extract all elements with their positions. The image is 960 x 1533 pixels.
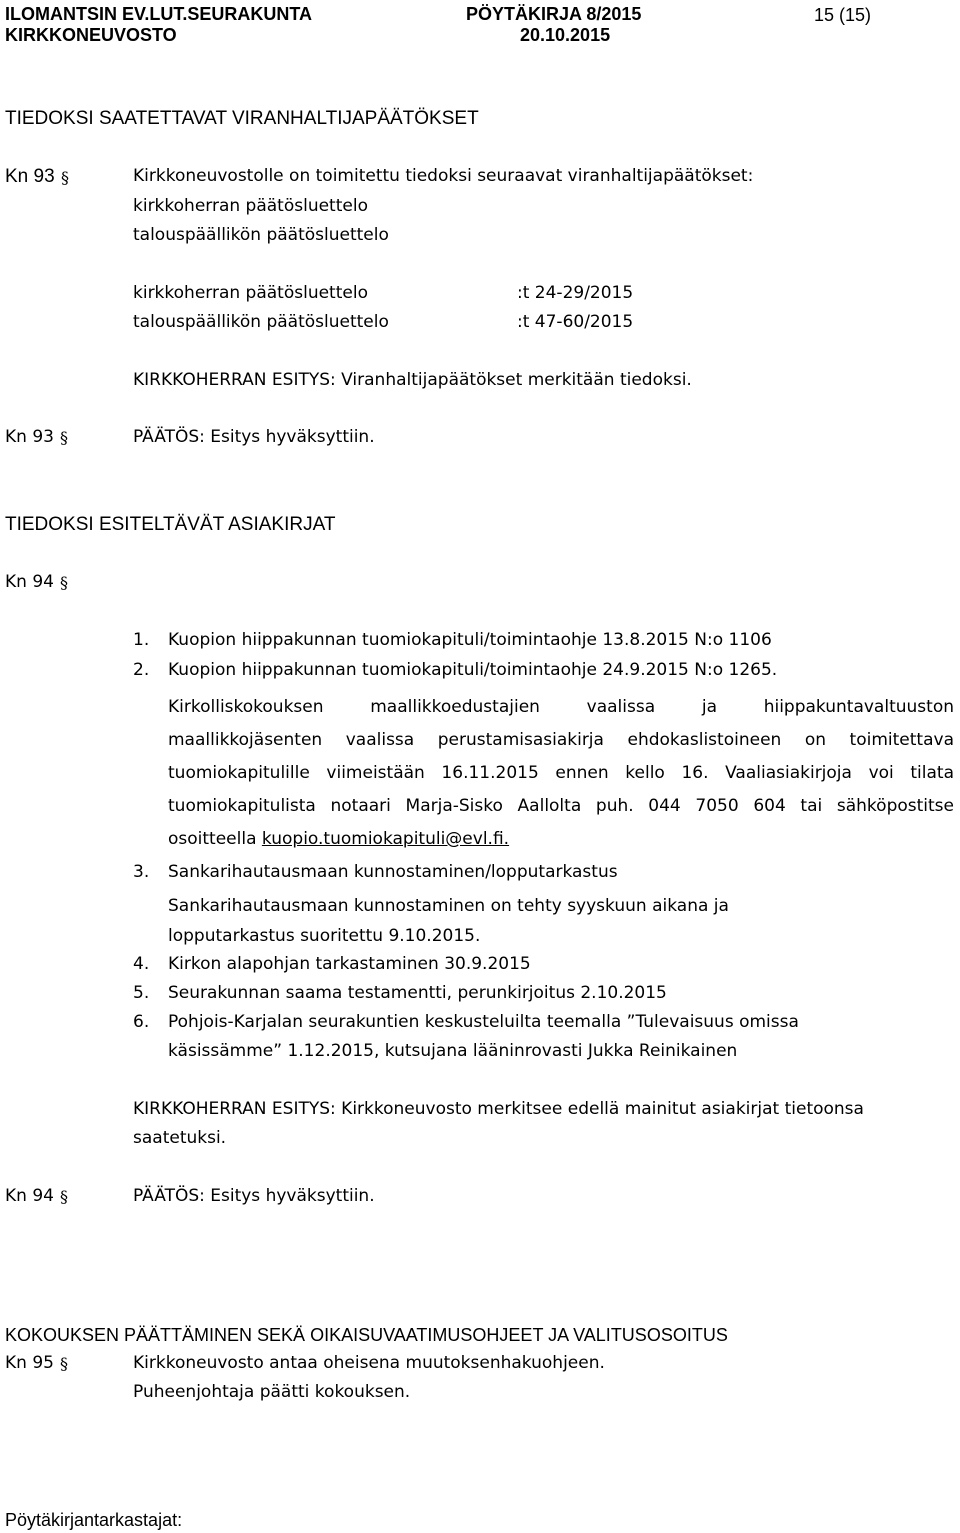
header-doc-title: PÖYTÄKIRJA 8/2015 — [466, 4, 642, 24]
list-item: Pohjois-Karjalan seurakuntien keskusteluilta teemalla ”Tulevaisuus omissa — [168, 1012, 799, 1032]
paragraph-line: tuomiokapitulille viimeistään 16.11.2015 ennen kello 16. Vaaliasiakirjoja voi tilata — [168, 763, 954, 783]
decision-list-range: :t 24-29/2015 — [517, 283, 634, 303]
paragraph-line: tuomiokapitulista notaari Marja-Sisko Aallolta puh. 044 7050 604 tai sähköpostitse — [168, 796, 954, 816]
section-sign-icon — [58, 572, 76, 592]
list-item-continuation: käsissämme” 1.12.2015, kutsujana lääninrovasti Jukka Reinikainen — [168, 1041, 738, 1061]
footer-checkers-label: Pöytäkirjantarkastajat: — [5, 1510, 183, 1530]
svg-text:§: § — [59, 1187, 68, 1206]
decision-text: PÄÄTÖS: Esitys hyväksyttiin. — [133, 427, 375, 447]
section-number-kn93-decision — [5, 427, 76, 447]
intro-text: Kirkkoneuvostolle on toimitettu tiedoksi seuraavat viranhaltijapäätökset: — [133, 166, 754, 186]
list-item: Seurakunnan saama testamentti, perunkirjoitus 2.10.2015 — [168, 983, 667, 1003]
list-number: 4. — [133, 954, 150, 974]
paragraph-line: Kirkolliskokouksen maallikkoedustajien vaalissa ja hiippakuntavaltuuston — [168, 697, 954, 717]
proposal-text: KIRKKOHERRAN ESITYS: Kirkkoneuvosto merkitsee edellä mainitut asiakirjat tietoonsa — [133, 1099, 864, 1119]
list-item: Kuopion hiippakunnan tuomiokapituli/toimintaohje 24.9.2015 N:o 1265. — [168, 660, 778, 680]
proposal-text: KIRKKOHERRAN ESITYS: Viranhaltijapäätökset merkitään tiedoksi. — [133, 370, 692, 390]
svg-text:§: § — [59, 1354, 68, 1373]
section-sign-icon — [58, 427, 76, 447]
closing-text: Puheenjohtaja päätti kokouksen. — [133, 1382, 411, 1402]
closing-text: Kirkkoneuvosto antaa oheisena muutoksenhakuohjeen. — [133, 1353, 605, 1373]
list-item: Kuopion hiippakunnan tuomiokapituli/toimintaohje 13.8.2015 N:o 1106 — [168, 630, 772, 650]
decision-list-name: talouspäällikön päätösluettelo — [133, 312, 389, 332]
header-org-name: ILOMANTSIN EV.LUT.SEURAKUNTA — [5, 4, 313, 24]
paragraph-line: Sankarihautausmaan kunnostaminen on tehty syyskuun aikana ja — [168, 896, 729, 916]
kn-label: Kn 94 — [5, 1186, 54, 1206]
section-number-kn94-decision — [5, 1186, 76, 1206]
section-sign-icon — [59, 167, 77, 187]
svg-text:§: § — [60, 168, 69, 187]
list-number: 2. — [133, 660, 150, 680]
list-number: 6. — [133, 1012, 150, 1032]
list-item: Kirkon alapohjan tarkastaminen 30.9.2015 — [168, 954, 531, 974]
kn-label: Kn 93 — [5, 427, 54, 447]
list-number: 5. — [133, 983, 150, 1003]
header-body-name: KIRKKONEUVOSTO — [5, 25, 177, 45]
header-page-number: 15 (15) — [814, 5, 872, 25]
section-number-kn93 — [5, 166, 77, 188]
paragraph-line: lopputarkastus suoritettu 9.10.2015. — [168, 926, 481, 946]
kn-label: Kn 95 — [5, 1353, 54, 1373]
email-prefix: osoitteella — [168, 829, 262, 849]
proposal-text-continuation: saatetuksi. — [133, 1128, 227, 1148]
section-number-kn94 — [5, 572, 76, 592]
decision-text: PÄÄTÖS: Esitys hyväksyttiin. — [133, 1186, 375, 1206]
decision-list-range: :t 47-60/2015 — [517, 312, 634, 332]
list-item: talouspäällikön päätösluettelo — [133, 225, 389, 245]
decision-list-name: kirkkoherran päätösluettelo — [133, 283, 368, 303]
paragraph-line: maallikkojäsenten vaalissa perustamisasiakirja ehdokaslistoineen on toimitettava — [168, 730, 954, 750]
email-link[interactable]: kuopio.tuomiokapituli@evl.fi. — [261, 829, 510, 849]
svg-text:§: § — [59, 428, 68, 447]
section-heading-asiakirjat: TIEDOKSI ESITELTÄVÄT ASIAKIRJAT — [5, 514, 336, 535]
kn-label: Kn 93 — [5, 166, 55, 187]
list-number: 3. — [133, 862, 150, 882]
section-heading-viranhaltijapaatokset: TIEDOKSI SAATETTAVAT VIRANHALTIJAPÄÄTÖKSET — [5, 108, 479, 129]
paragraph-line — [168, 829, 509, 849]
kn-label: Kn 94 — [5, 572, 54, 592]
section-sign-icon — [58, 1186, 76, 1206]
section-sign-icon — [58, 1353, 76, 1373]
svg-text:§: § — [59, 573, 68, 592]
header-date: 20.10.2015 — [520, 25, 611, 45]
list-item: Sankarihautausmaan kunnostaminen/lopputarkastus — [168, 862, 618, 882]
section-number-kn95 — [5, 1353, 76, 1373]
list-number: 1. — [133, 630, 150, 650]
section-heading-kokouksen-paattaminen: KOKOUKSEN PÄÄTTÄMINEN SEKÄ OIKAISUVAATIMUSOHJEET JA VALITUSOSOITUS — [5, 1325, 728, 1345]
list-item: kirkkoherran päätösluettelo — [133, 196, 368, 216]
